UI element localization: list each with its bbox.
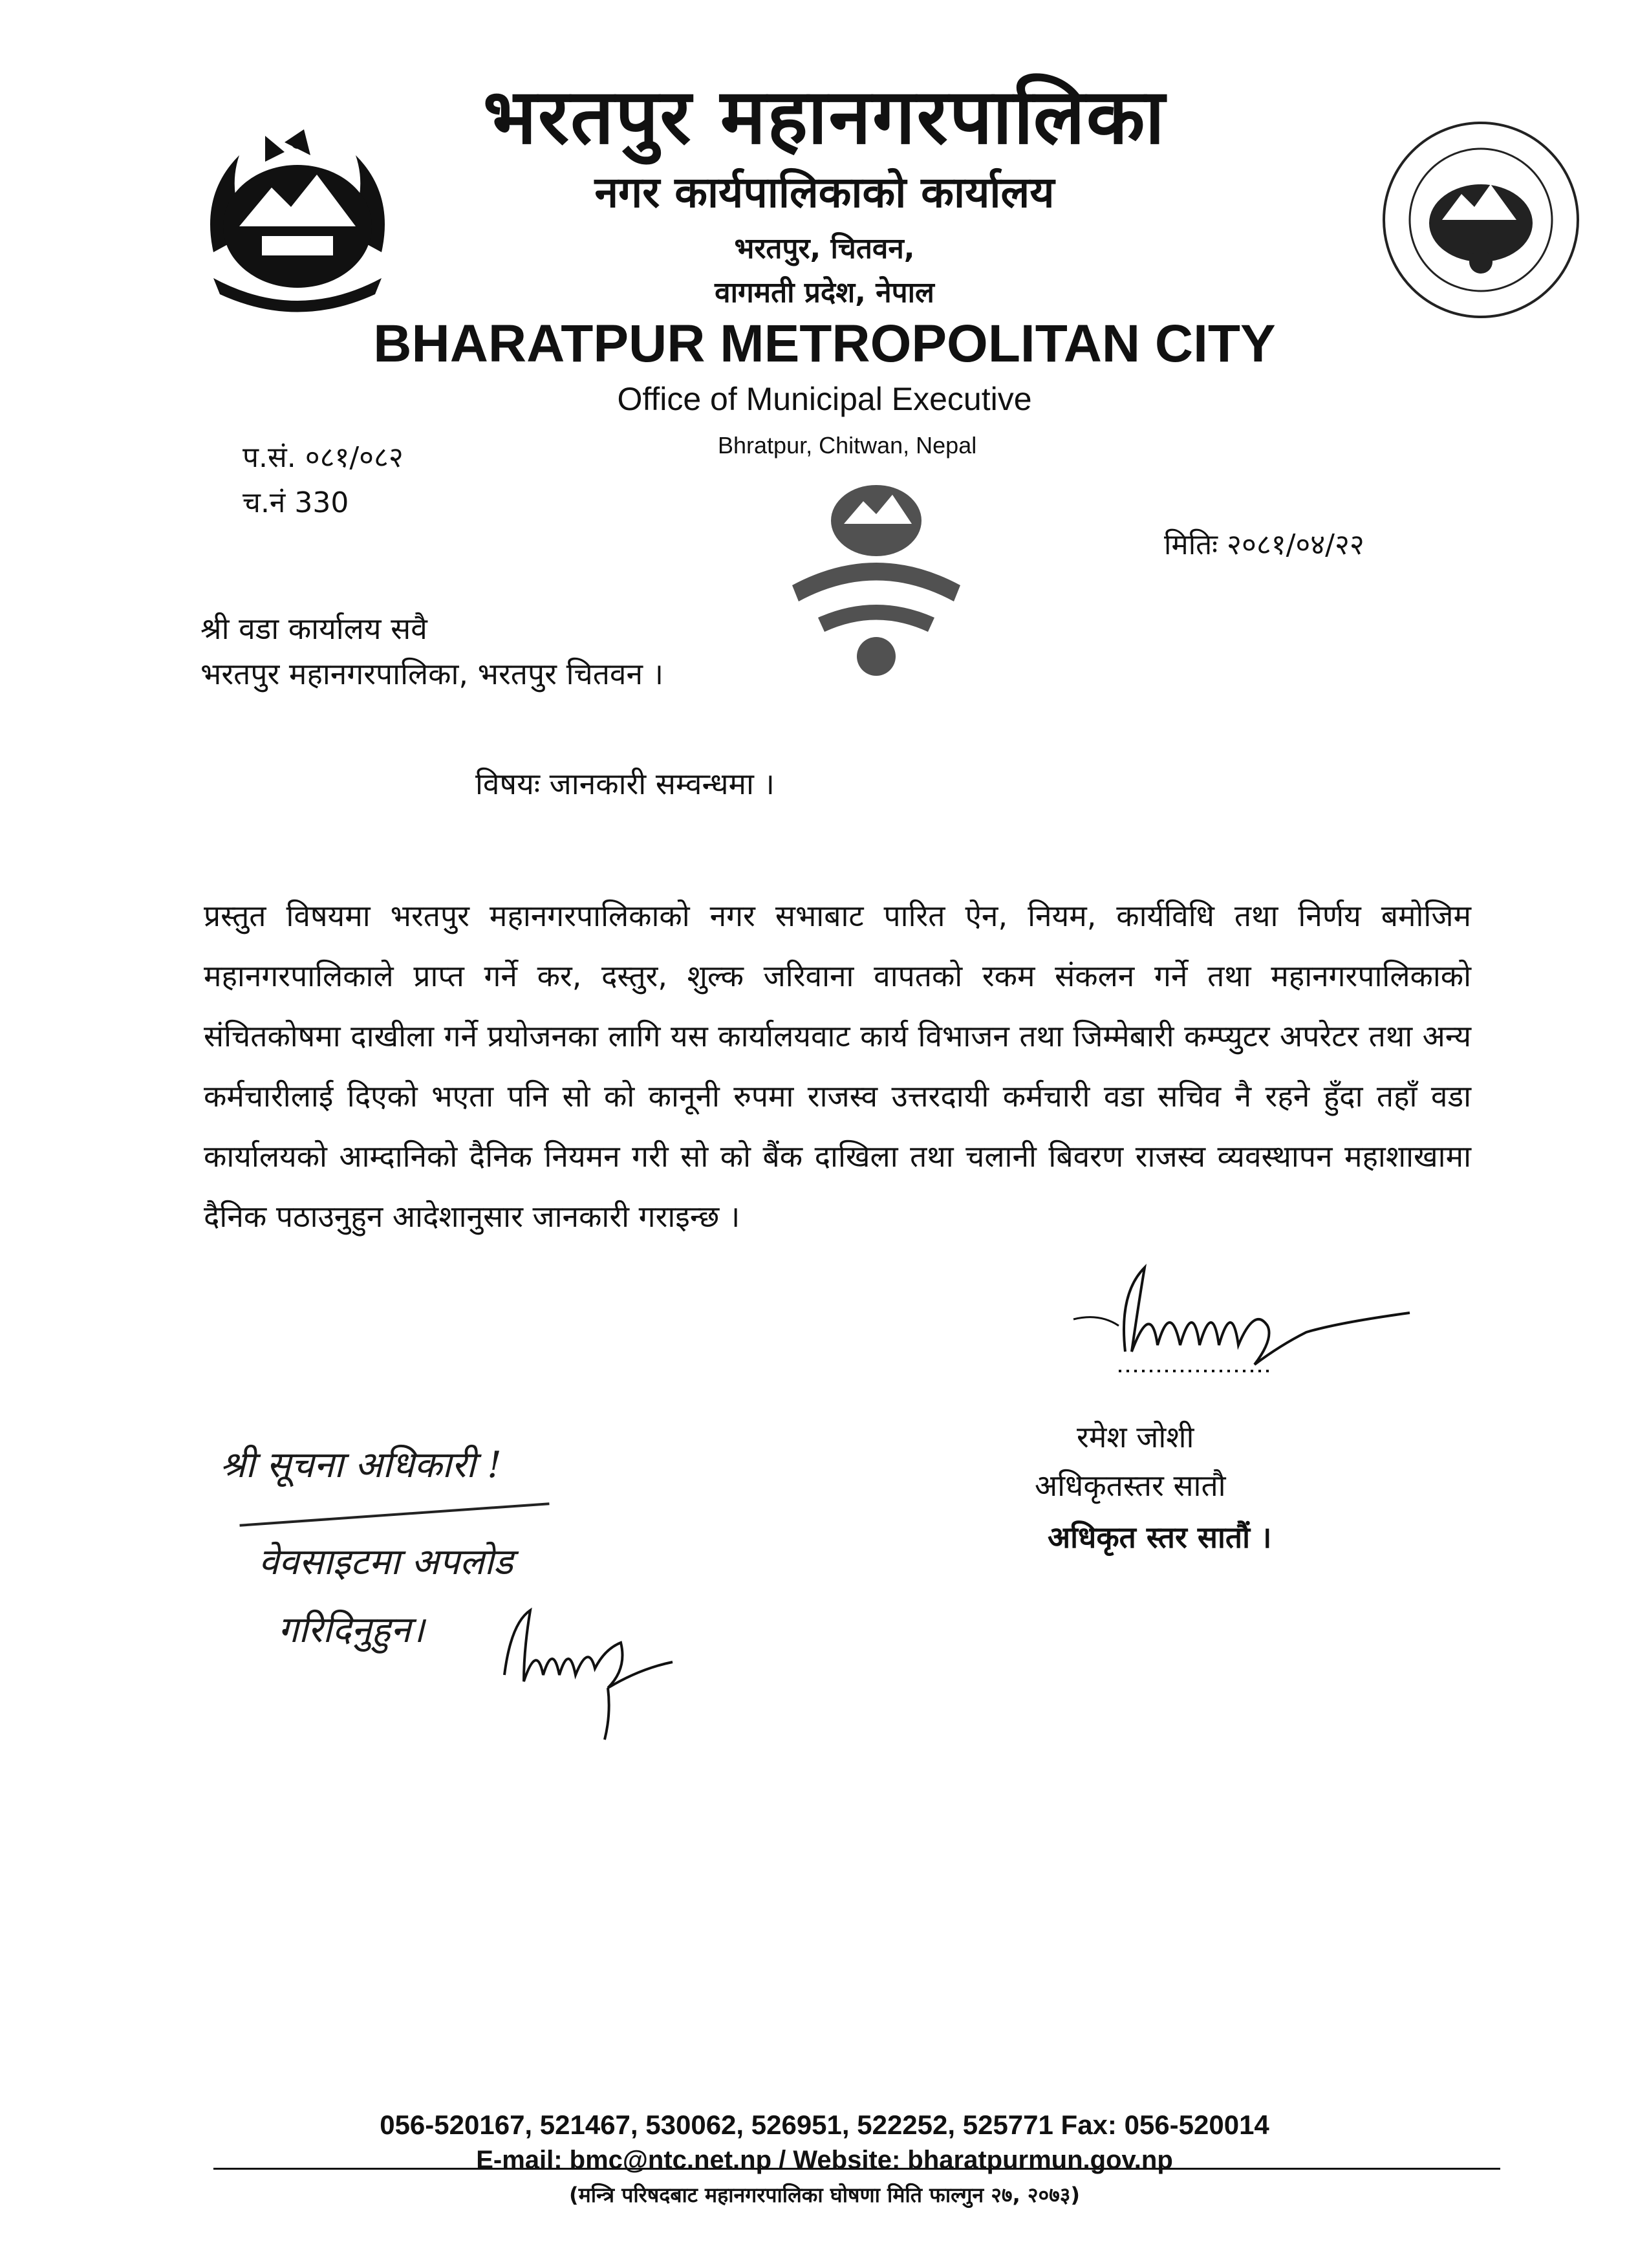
signatory-title: अधिकृतस्तर सातौ	[1035, 1468, 1226, 1503]
org-name-nepali: भरतपुर महानगरपालिका	[482, 72, 1167, 161]
signatory-name: रमेश जोशी	[1077, 1420, 1194, 1454]
letter-date: मितिः २०८१/०४/२२	[1164, 528, 1364, 561]
handwritten-note-line1: श्री सूचना अधिकारी !	[220, 1444, 502, 1486]
handwritten-note-line2: वेवसाइटमा अपलोड	[259, 1541, 513, 1583]
org-name-english: BHARATPUR METROPOLITAN CITY	[373, 314, 1276, 373]
handwritten-underline	[239, 1502, 549, 1526]
dispatch-number: च.नं 330	[242, 486, 349, 519]
address-english: Bhratpur, Chitwan, Nepal	[718, 432, 977, 459]
footer-declaration: (मन्त्रि परिषदबाट महानगरपालिका घोषणा मिति फाल्गुन २७, २०७३)	[568, 2183, 1081, 2207]
addressee-line2: भरतपुर महानगरपालिका, भरतपुर चितवन ।	[200, 656, 664, 691]
footer-phone-numbers: 056-520167, 521467, 530062, 526951, 522252, 525771 Fax: 056-520014	[380, 2110, 1269, 2140]
address-nepali-line2: वागमती प्रदेश, नेपाल	[715, 276, 934, 309]
signatory-title-stamp: अधिकृत स्तर सातौं ।	[1048, 1520, 1272, 1555]
addressee-line1: श्री वडा कार्यालय सवै	[200, 611, 427, 646]
office-name-nepali: नगर कार्यपालिकाको कार्यालय	[594, 167, 1055, 217]
footer-contact: E-mail: bmc@ntc.net.np / Website: bharatpurmun.gov.np	[476, 2146, 1173, 2174]
office-stamp-icon	[760, 462, 993, 682]
subject-line: विषयः जानकारी सम्वन्धमा ।	[475, 766, 775, 801]
signature-icon	[1061, 1255, 1423, 1384]
address-nepali-line1: भरतपुर, चितवन,	[734, 232, 915, 265]
handwritten-initials-icon	[491, 1597, 685, 1746]
handwritten-note-line3: गरिदिनुहुन।	[278, 1609, 425, 1651]
office-name-english: Office of Municipal Executive	[617, 381, 1032, 417]
letter-body: प्रस्तुत विषयमा भरतपुर महानगरपालिकाको नगर सभाबाट पारित ऐन, नियम, कार्यविधि तथा निर्णय बमोजिम महानगरपालिकाले प्राप्त गर्ने कर, दस्तुर, शुल्क जरिवाना वापतको रकम संकलन गर्ने तथा महानगरपालिकाको संचितकोषमा दाखीला गर्ने प्रयोजनका लागि यस कार्यालयवाट कार्य विभाजन तथा जिम्मेबारी कम्प्युटर अपरेटर तथा अन्य कर्मचारीलाई दिएको भएता पनि सो को कानूनी रुपमा राजस्व उत्तरदायी कर्मचारी वडा सचिव नै रहने हुँदा तहाँ वडा कार्यालयको आम्दानिको दैनिक नियमन गरी सो को बैंक दाखिला तथा चलानी बिवरण राजस्व व्यवस्थापन महाशाखामा दैनिक पठाउनुहुन आदेशानुसार जानकारी गराइन्छ ।	[204, 898, 1471, 1234]
reference-number: प.सं. ०८१/०८२	[242, 441, 404, 474]
